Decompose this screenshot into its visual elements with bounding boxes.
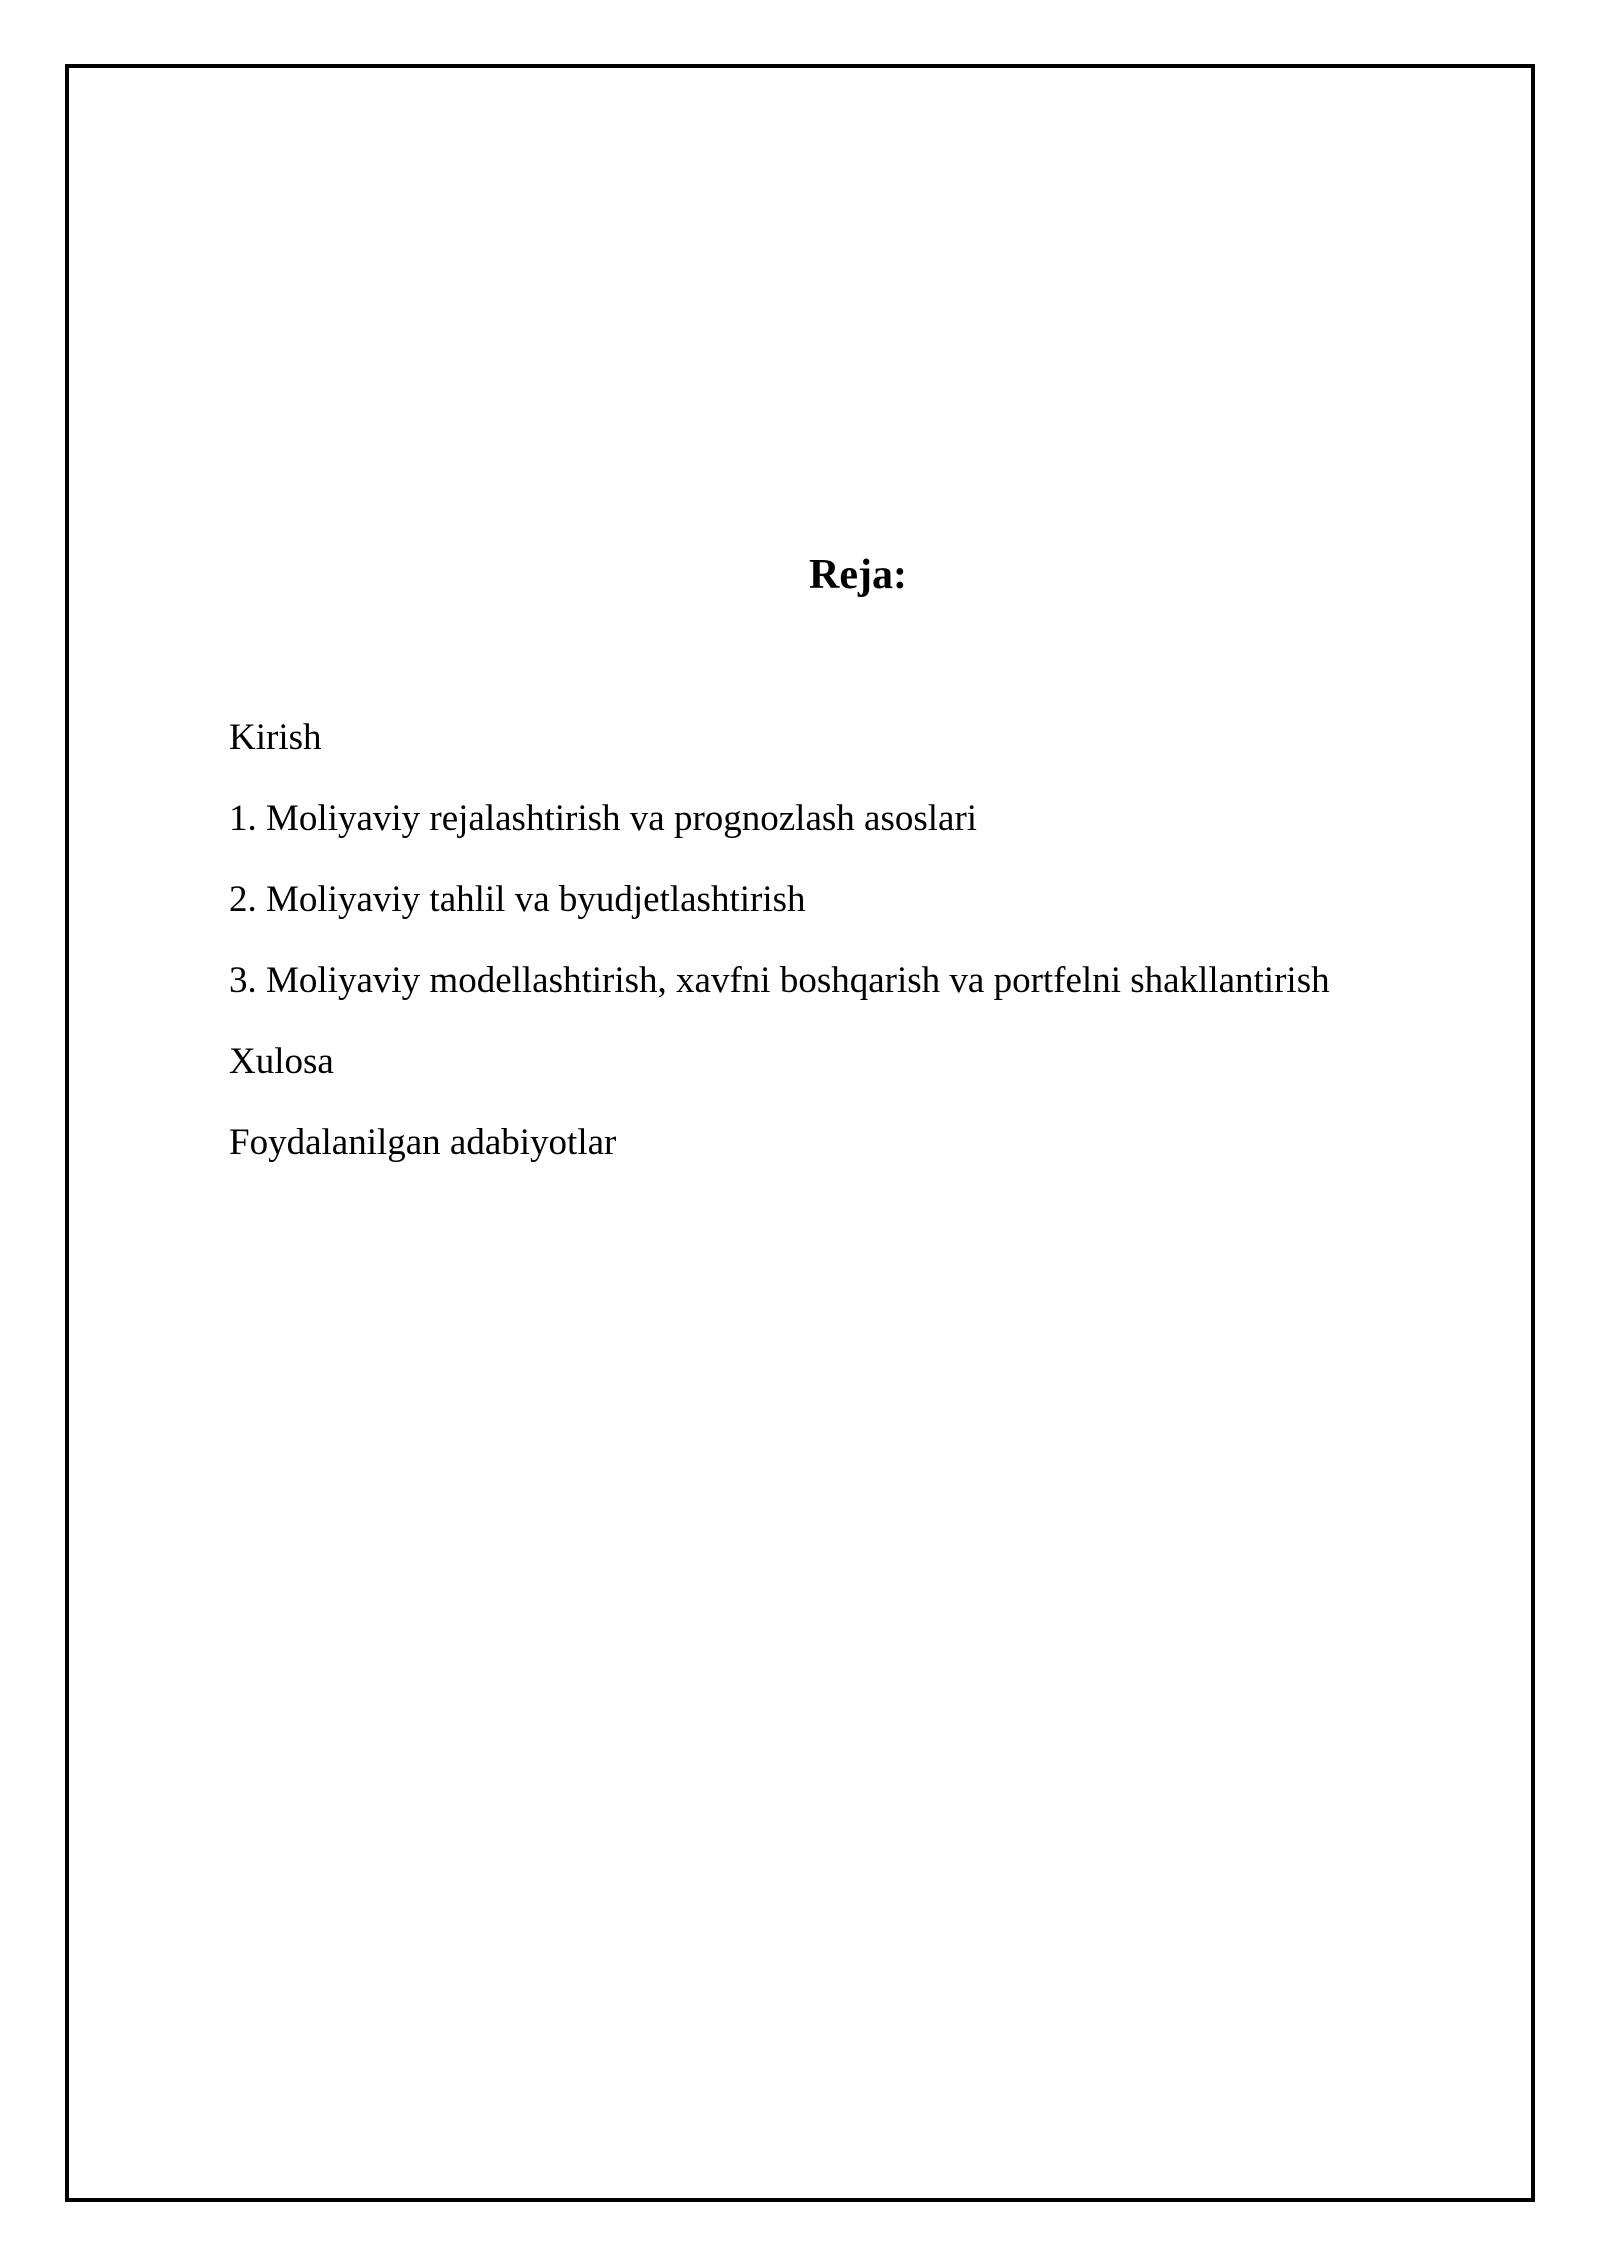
toc-item-chapter-3: 3. Moliyaviy modellashtirish, xavfni boshqarish va portfelni shakllantirish: [229, 960, 1330, 1001]
plan-title: Reja:: [809, 552, 907, 598]
toc-item-chapter-2: 2. Moliyaviy tahlil va byudjetlashtirish: [229, 879, 806, 920]
toc-item-references: Foydalanilgan adabiyotlar: [229, 1122, 617, 1163]
toc-item-introduction: Kirish: [229, 717, 322, 758]
toc-item-conclusion: Xulosa: [229, 1041, 334, 1082]
toc-item-chapter-1: 1. Moliyaviy rejalashtirish va prognozlash asoslari: [229, 798, 978, 839]
table-of-contents: [229, 697, 1330, 1183]
